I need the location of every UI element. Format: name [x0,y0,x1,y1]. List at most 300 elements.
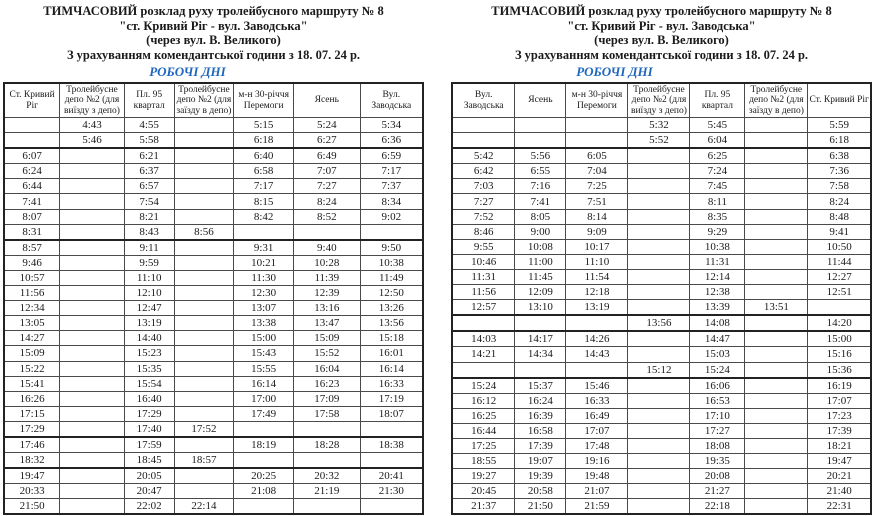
time-cell: 17:25 [452,438,515,453]
time-cell: 4:43 [60,118,125,133]
time-cell: 10:38 [360,255,423,270]
depot-empty-cell [174,316,234,331]
time-cell: 16:25 [452,408,515,423]
time-cell: 12:47 [124,301,174,316]
time-cell: 19:48 [566,469,628,484]
depot-empty-cell [628,194,690,209]
schedule-row [4,468,423,484]
time-cell: 7:24 [690,164,745,179]
time-cell: 6:21 [124,148,174,164]
time-cell: 18:57 [174,453,234,469]
schedule-row [4,194,423,209]
depot-empty-cell [745,209,808,224]
time-cell: 21:50 [4,499,60,515]
depot-empty-cell [60,499,125,515]
depot-empty-cell [174,484,234,499]
time-cell: 15:55 [234,361,294,376]
depot-empty-cell [174,346,234,361]
schedule-row [452,164,871,179]
no-service-cell [515,118,566,133]
depot-empty-cell [745,194,808,209]
time-cell: 8:24 [808,194,871,209]
depot-empty-cell [745,393,808,408]
time-cell: 14:08 [690,315,745,331]
schedule-row [4,346,423,361]
time-cell: 16:04 [294,361,361,376]
time-cell: 15:24 [452,378,515,394]
time-cell: 8:46 [452,224,515,239]
time-cell: 10:08 [515,239,566,254]
time-cell: 17:07 [566,423,628,438]
time-cell: 14:43 [566,347,628,362]
depot-empty-cell [174,133,234,149]
time-cell: 13:16 [294,301,361,316]
time-cell: 5:34 [360,118,423,133]
schedule-board-return [451,0,872,515]
time-cell: 6:36 [360,133,423,149]
time-cell: 17:52 [174,421,234,437]
depot-empty-cell [745,484,808,499]
schedule-row [4,270,423,285]
depot-empty-cell [60,453,125,469]
depot-empty-cell [60,421,125,437]
depot-empty-cell [628,179,690,194]
column-header: Пл. 95 квартал [124,83,174,118]
time-cell: 20:45 [452,484,515,499]
depot-empty-cell [60,301,125,316]
schedule-row [452,454,871,469]
depot-empty-cell [745,499,808,515]
time-cell: 9:31 [234,240,294,256]
depot-empty-cell [60,391,125,406]
time-cell: 16:33 [360,376,423,391]
time-cell: 15:09 [294,331,361,346]
no-service-cell [808,300,871,316]
depot-empty-cell [628,224,690,239]
schedule-title-via: (через вул. В. Великого) [146,33,281,47]
schedule-row [4,376,423,391]
schedule-title-curfew-note: З урахуванням комендантської години з 18. 07. 24 р. [514,47,809,62]
time-cell: 9:29 [690,224,745,239]
time-cell: 13:26 [360,301,423,316]
time-cell: 13:56 [628,315,690,331]
time-cell: 16:58 [515,423,566,438]
schedule-row [452,347,871,362]
schedule-row [4,421,423,437]
time-cell: 10:46 [452,254,515,269]
time-cell: 8:07 [4,209,60,224]
schedule-row [452,194,871,209]
time-cell: 20:47 [124,484,174,499]
time-cell: 13:47 [294,316,361,331]
depot-empty-cell [745,469,808,484]
time-cell: 12:34 [4,301,60,316]
time-cell: 6:49 [294,148,361,164]
time-cell: 10:38 [690,239,745,254]
time-cell: 14:17 [515,331,566,347]
schedule-row [4,133,423,149]
depot-empty-cell [174,361,234,376]
time-cell: 11:10 [566,254,628,269]
time-cell: 15:43 [234,346,294,361]
time-cell: 8:21 [124,209,174,224]
time-cell: 4:55 [124,118,174,133]
column-header: Ст. Кривий Ріг [808,83,871,118]
no-service-cell [360,453,423,469]
depot-empty-cell [745,408,808,423]
time-cell: 7:25 [566,179,628,194]
time-cell: 5:56 [515,148,566,164]
column-header: Тролейбусне депо №2 (для виїзду з депо) [628,83,690,118]
time-cell: 16:44 [452,423,515,438]
time-cell: 15:12 [628,362,690,378]
depot-empty-cell [174,270,234,285]
depot-empty-cell [174,301,234,316]
depot-empty-cell [628,378,690,394]
time-cell: 14:27 [4,331,60,346]
time-cell: 14:03 [452,331,515,347]
time-cell: 10:28 [294,255,361,270]
time-cell: 7:17 [234,179,294,194]
time-cell: 12:50 [360,286,423,301]
time-cell: 17:46 [4,437,60,453]
schedule-row [4,499,423,515]
depot-empty-cell [628,393,690,408]
time-cell: 9:40 [294,240,361,256]
depot-empty-cell [60,316,125,331]
time-cell: 21:08 [234,484,294,499]
schedule-row [4,437,423,453]
time-cell: 19:16 [566,454,628,469]
column-header: Ясень [294,83,361,118]
time-cell: 15:54 [124,376,174,391]
time-cell: 21:40 [808,484,871,499]
time-cell: 18:08 [690,438,745,453]
schedule-row [4,179,423,194]
time-cell: 13:10 [515,300,566,316]
time-cell: 7:37 [360,179,423,194]
time-cell: 9:41 [808,224,871,239]
time-cell: 19:47 [808,454,871,469]
schedule-row [452,133,871,149]
time-cell: 15:41 [4,376,60,391]
time-cell: 8:43 [124,224,174,240]
depot-empty-cell [60,209,125,224]
depot-empty-cell [174,391,234,406]
time-cell: 18:21 [808,438,871,453]
no-service-cell [234,499,294,515]
time-cell: 7:07 [294,164,361,179]
time-cell: 15:36 [808,362,871,378]
time-cell: 17:27 [690,423,745,438]
time-cell: 15:00 [234,331,294,346]
time-cell: 16:49 [566,408,628,423]
depot-empty-cell [628,164,690,179]
depot-empty-cell [174,240,234,256]
time-cell: 17:29 [124,406,174,421]
time-cell: 5:59 [808,118,871,133]
time-cell: 11:45 [515,269,566,284]
depot-empty-cell [628,347,690,362]
days-label: РОБОЧІ ДНІ [576,64,653,79]
depot-empty-cell [174,148,234,164]
depot-empty-cell [745,378,808,394]
time-cell: 8:52 [294,209,361,224]
schedule-board-outbound [3,0,424,515]
time-cell: 11:39 [294,270,361,285]
no-service-cell [4,133,60,149]
time-cell: 11:54 [566,269,628,284]
column-header: м-н 30-річчя Перемоги [566,83,628,118]
no-service-cell [234,224,294,240]
no-service-cell [234,453,294,469]
depot-empty-cell [60,376,125,391]
schedule-row [452,148,871,164]
time-cell: 21:50 [515,499,566,515]
no-service-cell [566,118,628,133]
time-cell: 15:23 [124,346,174,361]
time-cell: 11:56 [452,285,515,300]
time-cell: 9:55 [452,239,515,254]
time-cell: 17:23 [808,408,871,423]
time-cell: 8:48 [808,209,871,224]
column-header: Тролейбусне депо №2 (для виїзду з депо) [60,83,125,118]
schedule-row [452,118,871,133]
depot-empty-cell [60,286,125,301]
depot-empty-cell [628,454,690,469]
time-cell: 6:57 [124,179,174,194]
depot-empty-cell [174,331,234,346]
no-service-cell [452,362,515,378]
time-cell: 7:41 [515,194,566,209]
time-cell: 8:14 [566,209,628,224]
time-cell: 13:56 [360,316,423,331]
time-cell: 9:59 [124,255,174,270]
time-cell: 20:41 [360,468,423,484]
time-cell: 14:21 [452,347,515,362]
time-cell: 6:59 [360,148,423,164]
schedule-row [452,393,871,408]
time-cell: 16:33 [566,393,628,408]
time-cell: 6:27 [294,133,361,149]
schedule-row [452,269,871,284]
time-cell: 18:55 [452,454,515,469]
depot-empty-cell [60,240,125,256]
time-cell: 9:50 [360,240,423,256]
depot-empty-cell [628,300,690,316]
no-service-cell [566,133,628,149]
depot-empty-cell [174,437,234,453]
depot-empty-cell [628,331,690,347]
schedule-title-via: (через вул. В. Великого) [594,33,729,47]
depot-empty-cell [60,255,125,270]
time-cell: 14:47 [690,331,745,347]
time-cell: 15:24 [690,362,745,378]
schedule-row [4,118,423,133]
time-cell: 22:18 [690,499,745,515]
time-cell: 9:02 [360,209,423,224]
schedule-row [452,331,871,347]
no-service-cell [515,133,566,149]
depot-empty-cell [60,270,125,285]
schedule-title-route: ТИМЧАСОВИЙ розклад руху тролейбусного маршруту № 8 [491,4,832,18]
time-cell: 18:45 [124,453,174,469]
time-cell: 5:24 [294,118,361,133]
depot-empty-cell [628,499,690,515]
time-cell: 16:12 [452,393,515,408]
depot-empty-cell [174,194,234,209]
depot-empty-cell [60,164,125,179]
time-cell: 12:57 [452,300,515,316]
time-cell: 16:39 [515,408,566,423]
time-cell: 15:09 [4,346,60,361]
depot-empty-cell [745,285,808,300]
no-service-cell [515,315,566,331]
depot-empty-cell [745,331,808,347]
schedule-title-curfew-note: З урахуванням комендантської години з 18. 07. 24 р. [66,47,361,62]
time-cell: 13:19 [566,300,628,316]
schedule-row [4,255,423,270]
depot-empty-cell [628,438,690,453]
depot-empty-cell [745,423,808,438]
time-cell: 15:52 [294,346,361,361]
no-service-cell [566,362,628,378]
time-cell: 21:30 [360,484,423,499]
time-cell: 20:21 [808,469,871,484]
depot-empty-cell [60,468,125,484]
time-cell: 15:22 [4,361,60,376]
time-cell: 11:49 [360,270,423,285]
time-cell: 7:04 [566,164,628,179]
schedule-row [4,224,423,240]
column-header: Вул. Заводська [360,83,423,118]
time-cell: 12:10 [124,286,174,301]
schedule-row [4,286,423,301]
time-cell: 17:59 [124,437,174,453]
time-cell: 11:10 [124,270,174,285]
time-cell: 15:18 [360,331,423,346]
depot-empty-cell [745,148,808,164]
time-cell: 13:19 [124,316,174,331]
time-cell: 8:34 [360,194,423,209]
time-cell: 6:44 [4,179,60,194]
schedule-title-endpoints: "ст. Кривий Ріг - вул. Заводська" [119,18,308,33]
time-cell: 12:30 [234,286,294,301]
time-cell: 14:40 [124,331,174,346]
time-cell: 16:14 [360,361,423,376]
depot-empty-cell [174,468,234,484]
depot-empty-cell [628,285,690,300]
days-label: РОБОЧІ ДНІ [149,64,226,79]
time-cell: 19:47 [4,468,60,484]
column-header: Тролейбусне депо №2 (для заїзду в депо) [745,83,808,118]
time-cell: 15:35 [124,361,174,376]
time-cell: 22:02 [124,499,174,515]
time-cell: 20:25 [234,468,294,484]
depot-empty-cell [745,315,808,331]
time-cell: 12:39 [294,286,361,301]
schedule-row [452,378,871,394]
depot-empty-cell [745,254,808,269]
schedule-table-outbound [3,82,424,515]
time-cell: 11:30 [234,270,294,285]
time-cell: 7:03 [452,179,515,194]
schedule-row [4,164,423,179]
time-cell: 16:26 [4,391,60,406]
time-cell: 10:50 [808,239,871,254]
time-cell: 21:07 [566,484,628,499]
time-cell: 17:00 [234,391,294,406]
time-cell: 15:00 [808,331,871,347]
no-service-cell [360,499,423,515]
depot-empty-cell [174,179,234,194]
schedule-row [452,469,871,484]
schedule-row [4,209,423,224]
schedule-row [452,362,871,378]
time-cell: 17:39 [808,423,871,438]
time-cell: 17:10 [690,408,745,423]
schedule-title-route: ТИМЧАСОВИЙ розклад руху тролейбусного маршруту № 8 [43,4,384,18]
column-header: Ст. Кривий Ріг [4,83,60,118]
depot-empty-cell [174,286,234,301]
time-cell: 17:48 [566,438,628,453]
depot-empty-cell [174,406,234,421]
time-cell: 22:14 [174,499,234,515]
no-service-cell [515,362,566,378]
depot-empty-cell [174,164,234,179]
time-cell: 12:51 [808,285,871,300]
depot-empty-cell [60,346,125,361]
schedule-row [452,499,871,515]
schedule-row [452,315,871,331]
time-cell: 5:58 [124,133,174,149]
time-cell: 6:40 [234,148,294,164]
time-cell: 17:29 [4,421,60,437]
depot-empty-cell [628,254,690,269]
time-cell: 6:55 [515,164,566,179]
time-cell: 11:44 [808,254,871,269]
time-cell: 8:05 [515,209,566,224]
schedule-row [452,438,871,453]
depot-empty-cell [60,484,125,499]
time-cell: 12:09 [515,285,566,300]
time-cell: 7:16 [515,179,566,194]
time-cell: 8:31 [4,224,60,240]
depot-empty-cell [174,209,234,224]
depot-empty-cell [628,408,690,423]
time-cell: 13:07 [234,301,294,316]
time-cell: 12:14 [690,269,745,284]
depot-empty-cell [174,376,234,391]
schedule-row [452,209,871,224]
depot-empty-cell [745,438,808,453]
column-header: Вул. Заводська [452,83,515,118]
depot-empty-cell [628,148,690,164]
schedule-row [452,224,871,239]
time-cell: 8:42 [234,209,294,224]
time-cell: 18:07 [360,406,423,421]
time-cell: 14:34 [515,347,566,362]
depot-empty-cell [174,255,234,270]
time-cell: 14:26 [566,331,628,347]
schedule-row [452,423,871,438]
time-cell: 8:15 [234,194,294,209]
no-service-cell [452,315,515,331]
depot-empty-cell [628,423,690,438]
depot-empty-cell [745,118,808,133]
schedule-row [4,361,423,376]
time-cell: 19:07 [515,454,566,469]
